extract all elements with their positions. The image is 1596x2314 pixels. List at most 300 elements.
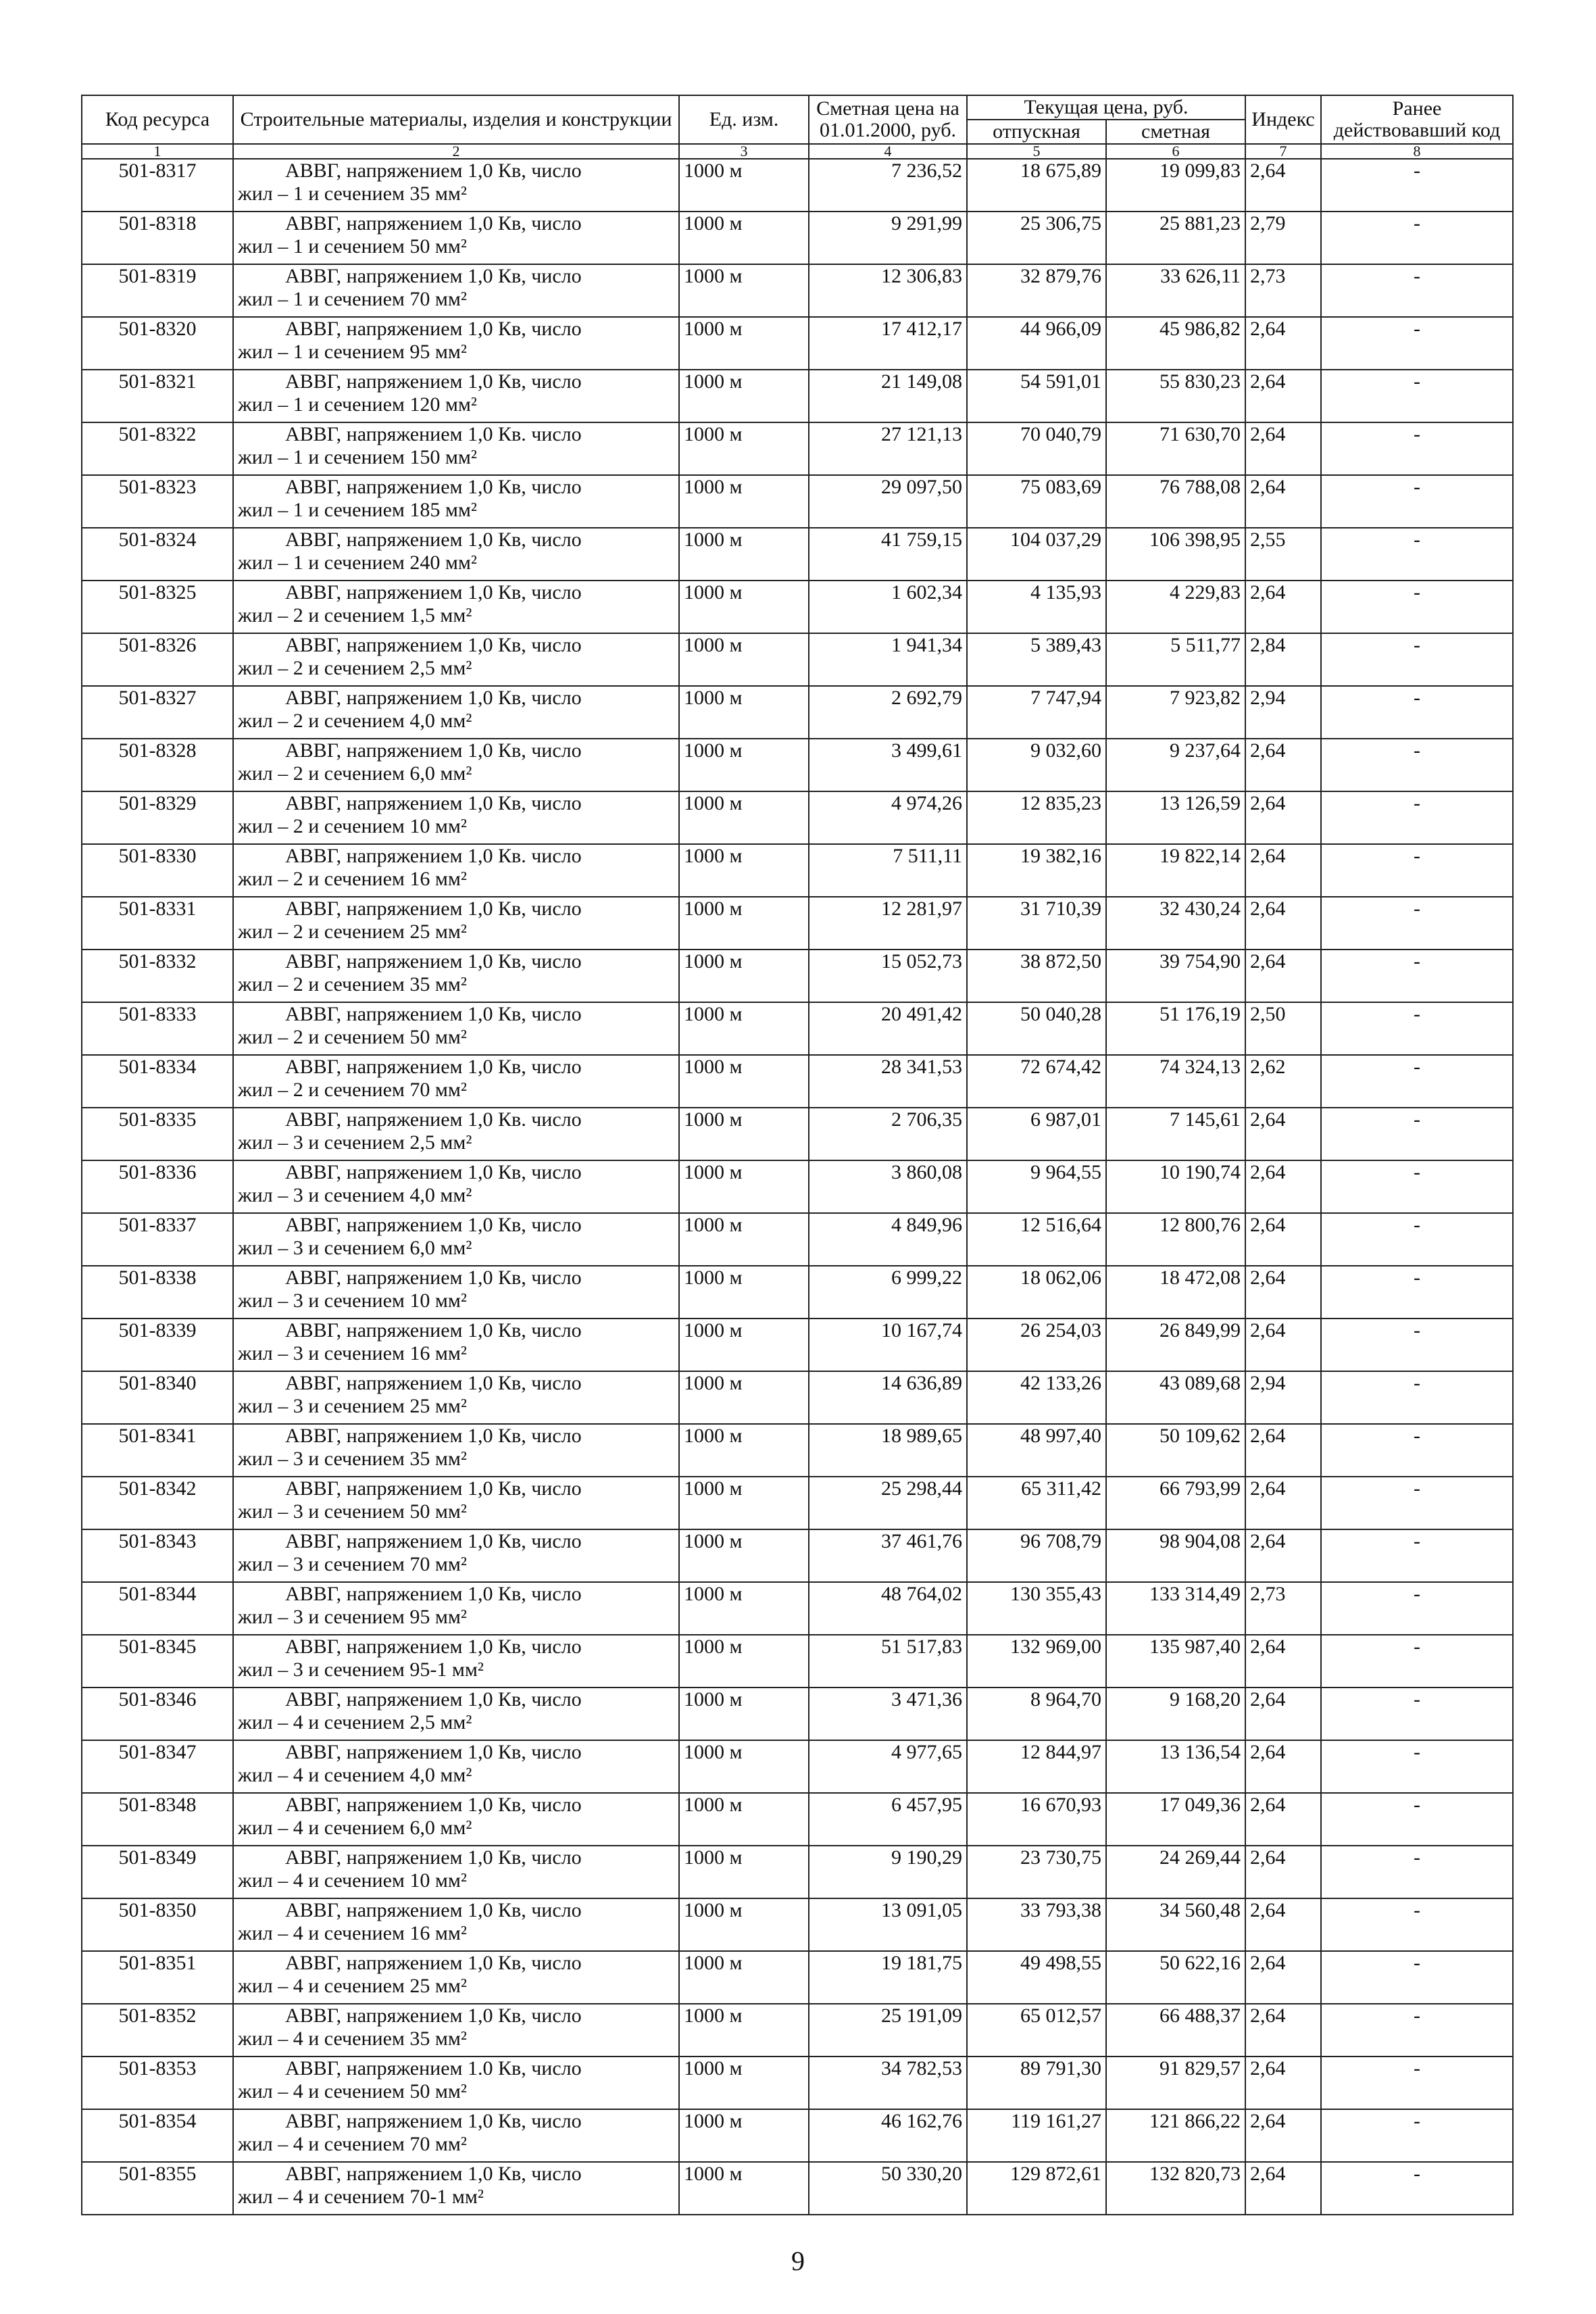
previous-code: - <box>1321 2162 1513 2215</box>
previous-code: - <box>1321 2057 1513 2109</box>
material-description <box>233 1951 679 2004</box>
column-number-row <box>82 144 1513 159</box>
description-line-2: жил – 3 и сечением 10 мм² <box>238 1289 467 1312</box>
resource-code: 501-8318 <box>82 212 233 264</box>
description-line-1: АВВГ, напряжением 1,0 Кв, число <box>285 1003 582 1025</box>
price-index: 2,64 <box>1245 1213 1321 1266</box>
description-line-2: жил – 3 и сечением 95-1 мм² <box>238 1658 484 1681</box>
column-number: 7 <box>1245 144 1321 159</box>
header-release-price: отпускная <box>967 120 1106 144</box>
estimate-price: 7 923,82 <box>1106 686 1245 739</box>
estimate-price: 10 190,74 <box>1106 1160 1245 1213</box>
description-line-1: АВВГ, напряжением 1,0 Кв, число <box>285 1635 582 1658</box>
resource-code: 501-8334 <box>82 1055 233 1108</box>
resource-code: 501-8340 <box>82 1371 233 1424</box>
description-line-2: жил – 3 и сечением 95 мм² <box>238 1606 467 1628</box>
base-price: 9 190,29 <box>809 1846 967 1898</box>
material-description <box>233 1055 679 1108</box>
material-description <box>233 1160 679 1213</box>
previous-code: - <box>1321 1529 1513 1582</box>
previous-code: - <box>1321 1582 1513 1635</box>
unit: 1000 м <box>679 581 809 633</box>
resource-code: 501-8337 <box>82 1213 233 1266</box>
base-price: 6 999,22 <box>809 1266 967 1319</box>
unit: 1000 м <box>679 1477 809 1529</box>
unit: 1000 м <box>679 1793 809 1846</box>
material-description <box>233 633 679 686</box>
previous-code: - <box>1321 1740 1513 1793</box>
estimate-price: 74 324,13 <box>1106 1055 1245 1108</box>
table-row <box>82 1740 1513 1793</box>
base-price: 20 491,42 <box>809 1002 967 1055</box>
description-line-1: АВВГ, напряжением 1,0 Кв, число <box>285 1477 582 1500</box>
material-description <box>233 212 679 264</box>
previous-code: - <box>1321 1635 1513 1688</box>
table-row <box>82 739 1513 791</box>
price-index: 2,50 <box>1245 1002 1321 1055</box>
unit: 1000 м <box>679 212 809 264</box>
price-index: 2,84 <box>1245 633 1321 686</box>
description-line-2: жил – 2 и сечением 50 мм² <box>238 1026 467 1048</box>
resource-code: 501-8331 <box>82 897 233 950</box>
base-price: 9 291,99 <box>809 212 967 264</box>
unit: 1000 м <box>679 844 809 897</box>
unit: 1000 м <box>679 1424 809 1477</box>
release-price: 12 844,97 <box>967 1740 1106 1793</box>
previous-code: - <box>1321 1793 1513 1846</box>
unit: 1000 м <box>679 1213 809 1266</box>
description-line-1: АВВГ, напряжением 1,0 Кв. число <box>285 845 582 867</box>
price-index: 2,64 <box>1245 422 1321 475</box>
base-price: 25 298,44 <box>809 1477 967 1529</box>
description-line-1: АВВГ, напряжением 1,0 Кв, число <box>285 265 582 287</box>
base-price: 4 977,65 <box>809 1740 967 1793</box>
unit: 1000 м <box>679 1846 809 1898</box>
previous-code: - <box>1321 686 1513 739</box>
resource-code: 501-8355 <box>82 2162 233 2215</box>
description-line-1: АВВГ, напряжением 1,0 Кв, число <box>285 2110 582 2132</box>
previous-code: - <box>1321 1266 1513 1319</box>
unit: 1000 м <box>679 2162 809 2215</box>
unit: 1000 м <box>679 1319 809 1371</box>
price-index: 2,73 <box>1245 264 1321 317</box>
previous-code: - <box>1321 791 1513 844</box>
table-row <box>82 1424 1513 1477</box>
description-line-2: жил – 3 и сечением 4,0 мм² <box>238 1184 472 1206</box>
header-unit: Ед. изм. <box>679 95 809 144</box>
material-description <box>233 370 679 422</box>
resource-code: 501-8353 <box>82 2057 233 2109</box>
table-row <box>82 1213 1513 1266</box>
base-price: 2 692,79 <box>809 686 967 739</box>
price-index: 2,64 <box>1245 370 1321 422</box>
material-description <box>233 1582 679 1635</box>
release-price: 65 311,42 <box>967 1477 1106 1529</box>
base-price: 3 471,36 <box>809 1688 967 1740</box>
base-price: 10 167,74 <box>809 1319 967 1371</box>
resource-code: 501-8336 <box>82 1160 233 1213</box>
estimate-price: 5 511,77 <box>1106 633 1245 686</box>
description-line-2: жил – 1 и сечением 35 мм² <box>238 182 467 205</box>
release-price: 12 516,64 <box>967 1213 1106 1266</box>
previous-code: - <box>1321 844 1513 897</box>
base-price: 4 849,96 <box>809 1213 967 1266</box>
previous-code: - <box>1321 1108 1513 1160</box>
resource-code: 501-8333 <box>82 1002 233 1055</box>
previous-code: - <box>1321 1898 1513 1951</box>
material-description <box>233 2057 679 2109</box>
release-price: 9 964,55 <box>967 1160 1106 1213</box>
estimate-price: 32 430,24 <box>1106 897 1245 950</box>
description-line-2: жил – 1 и сечением 120 мм² <box>238 393 477 416</box>
price-index: 2,64 <box>1245 1424 1321 1477</box>
price-index: 2,79 <box>1245 212 1321 264</box>
price-index: 2,55 <box>1245 528 1321 581</box>
release-price: 119 161,27 <box>967 2109 1106 2162</box>
price-index: 2,64 <box>1245 897 1321 950</box>
resource-code: 501-8326 <box>82 633 233 686</box>
price-index: 2,64 <box>1245 739 1321 791</box>
resource-code: 501-8344 <box>82 1582 233 1635</box>
estimate-price: 121 866,22 <box>1106 2109 1245 2162</box>
price-index: 2,64 <box>1245 1846 1321 1898</box>
previous-code: - <box>1321 1160 1513 1213</box>
description-line-1: АВВГ, напряжением 1,0 Кв, число <box>285 1846 582 1869</box>
material-description <box>233 1266 679 1319</box>
header-code: Код ресурса <box>82 95 233 144</box>
price-index: 2,64 <box>1245 2057 1321 2109</box>
base-price: 51 517,83 <box>809 1635 967 1688</box>
release-price: 25 306,75 <box>967 212 1106 264</box>
material-description <box>233 739 679 791</box>
description-line-1: АВВГ, напряжением 1,0 Кв, число <box>285 1214 582 1236</box>
description-line-1: АВВГ, напряжением 1,0 Кв. число <box>285 1108 582 1131</box>
description-line-2: жил – 2 и сечением 16 мм² <box>238 868 467 890</box>
previous-code: - <box>1321 1371 1513 1424</box>
price-index: 2,64 <box>1245 475 1321 528</box>
column-number: 1 <box>82 144 233 159</box>
table-row <box>82 1898 1513 1951</box>
previous-code: - <box>1321 475 1513 528</box>
estimate-price: 132 820,73 <box>1106 2162 1245 2215</box>
table-row <box>82 475 1513 528</box>
unit: 1000 м <box>679 159 809 212</box>
unit: 1000 м <box>679 1529 809 1582</box>
base-price: 34 782,53 <box>809 2057 967 2109</box>
previous-code: - <box>1321 1951 1513 2004</box>
description-line-2: жил – 4 и сечением 10 мм² <box>238 1869 467 1892</box>
table-row <box>82 1846 1513 1898</box>
previous-code: - <box>1321 317 1513 370</box>
price-index: 2,64 <box>1245 791 1321 844</box>
release-price: 72 674,42 <box>967 1055 1106 1108</box>
table-row <box>82 1635 1513 1688</box>
description-line-2: жил – 3 и сечением 70 мм² <box>238 1553 467 1575</box>
estimate-price: 19 099,83 <box>1106 159 1245 212</box>
description-line-1: АВВГ, напряжением 1,0 Кв, число <box>285 1583 582 1605</box>
table-row <box>82 1371 1513 1424</box>
unit: 1000 м <box>679 264 809 317</box>
price-index: 2,64 <box>1245 159 1321 212</box>
estimate-price: 106 398,95 <box>1106 528 1245 581</box>
release-price: 18 675,89 <box>967 159 1106 212</box>
description-line-2: жил – 4 и сечением 35 мм² <box>238 2027 467 2050</box>
estimate-price: 43 089,68 <box>1106 1371 1245 1424</box>
base-price: 12 306,83 <box>809 264 967 317</box>
release-price: 132 969,00 <box>967 1635 1106 1688</box>
material-description <box>233 1688 679 1740</box>
price-table <box>81 95 1514 2215</box>
previous-code: - <box>1321 1319 1513 1371</box>
previous-code: - <box>1321 1424 1513 1477</box>
previous-code: - <box>1321 212 1513 264</box>
price-index: 2,64 <box>1245 950 1321 1002</box>
description-line-2: жил – 4 и сечением 6,0 мм² <box>238 1817 472 1839</box>
material-description <box>233 1002 679 1055</box>
previous-code: - <box>1321 633 1513 686</box>
unit: 1000 м <box>679 528 809 581</box>
resource-code: 501-8352 <box>82 2004 233 2057</box>
price-table-sheet <box>81 95 1512 2215</box>
resource-code: 501-8338 <box>82 1266 233 1319</box>
price-index: 2,64 <box>1245 1108 1321 1160</box>
material-description <box>233 1477 679 1529</box>
material-description <box>233 317 679 370</box>
description-line-2: жил – 4 и сечением 25 мм² <box>238 1975 467 1997</box>
base-price: 6 457,95 <box>809 1793 967 1846</box>
release-price: 8 964,70 <box>967 1688 1106 1740</box>
unit: 1000 м <box>679 1582 809 1635</box>
description-line-1: АВВГ, напряжением 1,0 Кв, число <box>285 476 582 498</box>
description-line-2: жил – 3 и сечением 50 мм² <box>238 1500 467 1523</box>
release-price: 89 791,30 <box>967 2057 1106 2109</box>
description-line-2: жил – 4 и сечением 4,0 мм² <box>238 1764 472 1786</box>
description-line-2: жил – 1 и сечением 70 мм² <box>238 288 467 310</box>
description-line-1: АВВГ, напряжением 1,0 Кв, число <box>285 1952 582 1974</box>
description-line-2: жил – 2 и сечением 2,5 мм² <box>238 657 472 679</box>
resource-code: 501-8328 <box>82 739 233 791</box>
description-line-2: жил – 3 и сечением 25 мм² <box>238 1395 467 1417</box>
unit: 1000 м <box>679 1371 809 1424</box>
estimate-price: 26 849,99 <box>1106 1319 1245 1371</box>
release-price: 26 254,03 <box>967 1319 1106 1371</box>
price-index: 2,64 <box>1245 1898 1321 1951</box>
table-row <box>82 1477 1513 1529</box>
base-price: 37 461,76 <box>809 1529 967 1582</box>
resource-code: 501-8320 <box>82 317 233 370</box>
unit: 1000 м <box>679 686 809 739</box>
release-price: 18 062,06 <box>967 1266 1106 1319</box>
resource-code: 501-8345 <box>82 1635 233 1688</box>
price-index: 2,64 <box>1245 2162 1321 2215</box>
table-row <box>82 159 1513 212</box>
previous-code: - <box>1321 1055 1513 1108</box>
description-line-2: жил – 2 и сечением 25 мм² <box>238 920 467 943</box>
unit: 1000 м <box>679 1951 809 2004</box>
description-line-1: АВВГ, напряжением 1,0 Кв, число <box>285 687 582 709</box>
description-line-1: АВВГ, напряжением 1,0 Кв, число <box>285 1425 582 1447</box>
base-price: 29 097,50 <box>809 475 967 528</box>
estimate-price: 45 986,82 <box>1106 317 1245 370</box>
description-line-1: АВВГ, напряжением 1,0 Кв, число <box>285 1899 582 1921</box>
price-index: 2,64 <box>1245 1319 1321 1371</box>
price-index: 2,64 <box>1245 1635 1321 1688</box>
header-name: Строительные материалы, изделия и конструкции <box>233 95 679 144</box>
description-line-1: АВВГ, напряжением 1,0 Кв, число <box>285 2004 582 2027</box>
material-description <box>233 2109 679 2162</box>
unit: 1000 м <box>679 739 809 791</box>
estimate-price: 7 145,61 <box>1106 1108 1245 1160</box>
release-price: 96 708,79 <box>967 1529 1106 1582</box>
estimate-price: 17 049,36 <box>1106 1793 1245 1846</box>
description-line-2: жил – 2 и сечением 1,5 мм² <box>238 604 472 626</box>
material-description <box>233 422 679 475</box>
resource-code: 501-8349 <box>82 1846 233 1898</box>
resource-code: 501-8317 <box>82 159 233 212</box>
price-index: 2,64 <box>1245 844 1321 897</box>
estimate-price: 33 626,11 <box>1106 264 1245 317</box>
description-line-1: АВВГ, напряжением 1,0 Кв, число <box>285 634 582 656</box>
resource-code: 501-8321 <box>82 370 233 422</box>
material-description <box>233 897 679 950</box>
table-row <box>82 1160 1513 1213</box>
base-price: 46 162,76 <box>809 2109 967 2162</box>
resource-code: 501-8350 <box>82 1898 233 1951</box>
material-description <box>233 1793 679 1846</box>
resource-code: 501-8323 <box>82 475 233 528</box>
table-row <box>82 317 1513 370</box>
unit: 1000 м <box>679 1108 809 1160</box>
release-price: 6 987,01 <box>967 1108 1106 1160</box>
material-description <box>233 1371 679 1424</box>
table-row <box>82 1319 1513 1371</box>
base-price: 3 499,61 <box>809 739 967 791</box>
material-description <box>233 1740 679 1793</box>
material-description <box>233 1898 679 1951</box>
release-price: 9 032,60 <box>967 739 1106 791</box>
table-row <box>82 1108 1513 1160</box>
description-line-1: АВВГ, напряжением 1,0 Кв, число <box>285 159 582 182</box>
base-price: 14 636,89 <box>809 1371 967 1424</box>
release-price: 48 997,40 <box>967 1424 1106 1477</box>
price-index: 2,62 <box>1245 1055 1321 1108</box>
description-line-2: жил – 1 и сечением 50 мм² <box>238 235 467 257</box>
estimate-price: 51 176,19 <box>1106 1002 1245 1055</box>
header-current-price: Текущая цена, руб. <box>967 95 1245 120</box>
unit: 1000 м <box>679 317 809 370</box>
unit: 1000 м <box>679 1740 809 1793</box>
description-line-2: жил – 3 и сечением 16 мм² <box>238 1342 467 1364</box>
description-line-2: жил – 2 и сечением 70 мм² <box>238 1079 467 1101</box>
estimate-price: 19 822,14 <box>1106 844 1245 897</box>
description-line-1: АВВГ, напряжением 1,0 Кв, число <box>285 1741 582 1763</box>
table-row <box>82 950 1513 1002</box>
table-row <box>82 1266 1513 1319</box>
unit: 1000 м <box>679 2109 809 2162</box>
table-row <box>82 844 1513 897</box>
column-number: 8 <box>1321 144 1513 159</box>
previous-code: - <box>1321 159 1513 212</box>
description-line-1: АВВГ, напряжением 1,0 Кв, число <box>285 739 582 762</box>
description-line-1: АВВГ, напряжением 1,0 Кв, число <box>285 1266 582 1289</box>
estimate-price: 71 630,70 <box>1106 422 1245 475</box>
release-price: 75 083,69 <box>967 475 1106 528</box>
price-index: 2,64 <box>1245 2109 1321 2162</box>
base-price: 3 860,08 <box>809 1160 967 1213</box>
price-index: 2,64 <box>1245 1529 1321 1582</box>
estimate-price: 91 829,57 <box>1106 2057 1245 2109</box>
previous-code: - <box>1321 1846 1513 1898</box>
description-line-2: жил – 1 и сечением 240 мм² <box>238 551 477 574</box>
previous-code: - <box>1321 2109 1513 2162</box>
estimate-price: 133 314,49 <box>1106 1582 1245 1635</box>
estimate-price: 50 622,16 <box>1106 1951 1245 2004</box>
estimate-price: 50 109,62 <box>1106 1424 1245 1477</box>
resource-code: 501-8327 <box>82 686 233 739</box>
resource-code: 501-8342 <box>82 1477 233 1529</box>
price-index: 2,64 <box>1245 1793 1321 1846</box>
material-description <box>233 1213 679 1266</box>
release-price: 4 135,93 <box>967 581 1106 633</box>
price-index: 2,64 <box>1245 1740 1321 1793</box>
table-row <box>82 370 1513 422</box>
description-line-1: АВВГ, напряжением 1,0 Кв, число <box>285 897 582 920</box>
unit: 1000 м <box>679 1688 809 1740</box>
description-line-1: АВВГ, напряжением 1,0 Кв, число <box>285 792 582 814</box>
description-line-1: АВВГ, напряжением 1,0 Кв, число <box>285 1688 582 1710</box>
column-number: 3 <box>679 144 809 159</box>
resource-code: 501-8322 <box>82 422 233 475</box>
previous-code: - <box>1321 422 1513 475</box>
base-price: 17 412,17 <box>809 317 967 370</box>
base-price: 15 052,73 <box>809 950 967 1002</box>
unit: 1000 м <box>679 950 809 1002</box>
resource-code: 501-8354 <box>82 2109 233 2162</box>
release-price: 7 747,94 <box>967 686 1106 739</box>
material-description <box>233 2162 679 2215</box>
unit: 1000 м <box>679 1002 809 1055</box>
header-base-price: Сметная цена на 01.01.2000, руб. <box>809 95 967 144</box>
resource-code: 501-8343 <box>82 1529 233 1582</box>
base-price: 7 236,52 <box>809 159 967 212</box>
previous-code: - <box>1321 1213 1513 1266</box>
unit: 1000 м <box>679 897 809 950</box>
header-estimate-price: сметная <box>1106 120 1245 144</box>
description-line-2: жил – 4 и сечением 70 мм² <box>238 2133 467 2155</box>
table-row <box>82 897 1513 950</box>
release-price: 33 793,38 <box>967 1898 1106 1951</box>
table-row <box>82 686 1513 739</box>
table-row <box>82 264 1513 317</box>
description-line-1: АВВГ, напряжением 1,0 Кв, число <box>285 212 582 235</box>
description-line-1: АВВГ, напряжением 1,0 Кв, число <box>285 1319 582 1341</box>
release-price: 38 872,50 <box>967 950 1106 1002</box>
base-price: 21 149,08 <box>809 370 967 422</box>
base-price: 41 759,15 <box>809 528 967 581</box>
price-index: 2,64 <box>1245 1477 1321 1529</box>
table-row <box>82 1688 1513 1740</box>
material-description <box>233 844 679 897</box>
description-line-1: АВВГ, напряжением 1,0 Кв, число <box>285 1794 582 1816</box>
unit: 1000 м <box>679 1055 809 1108</box>
unit: 1000 м <box>679 1898 809 1951</box>
price-index: 2,64 <box>1245 2004 1321 2057</box>
release-price: 32 879,76 <box>967 264 1106 317</box>
base-price: 19 181,75 <box>809 1951 967 2004</box>
release-price: 44 966,09 <box>967 317 1106 370</box>
description-line-2: жил – 4 и сечением 70-1 мм² <box>238 2186 484 2208</box>
material-description <box>233 2004 679 2057</box>
